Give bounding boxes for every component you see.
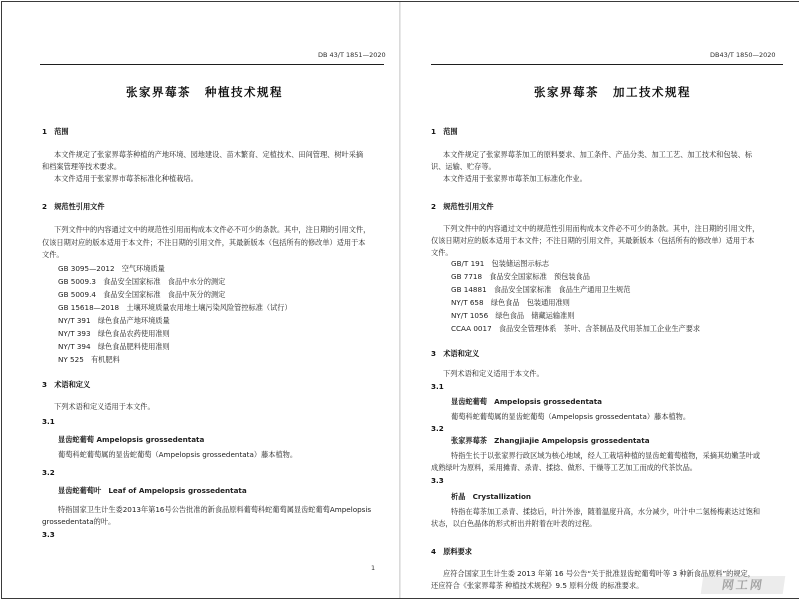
left-document-page bbox=[2, 2, 400, 598]
left-text-line: 显齿蛇葡萄 Ampelopsis grossedentata bbox=[58, 435, 205, 444]
left-text-line: GB 3095—2012 空气环境质量 bbox=[58, 264, 165, 273]
left-text-line: 本文件规定了张家界莓茶种植的产地环境、园地建设、苗木繁育、定植技术、田间管理、树叶采摘 bbox=[54, 150, 364, 159]
left-text-line: NY 525 有机肥料 bbox=[58, 355, 120, 364]
left-section-heading: 1 范围 bbox=[42, 127, 69, 136]
left-section-heading: 3.2 bbox=[42, 468, 55, 477]
left-text-line: 文件。 bbox=[42, 250, 64, 259]
right-document-page bbox=[401, 2, 799, 598]
left-text-line: grossedentata的叶。 bbox=[42, 517, 116, 526]
right-text-line: 成熟绿叶为原料，采用摊青、杀青、揉捻、做形、干燥等工艺加工而成的代茶饮品。 bbox=[431, 463, 697, 472]
left-text-line: NY/T 394 绿色食品肥料使用准则 bbox=[58, 342, 170, 351]
left-section-heading: 3 术语和定义 bbox=[42, 380, 91, 389]
left-document-title bbox=[126, 85, 283, 99]
right-text-line: 析晶 Crystallization bbox=[451, 492, 532, 501]
right-text-line: 特指在莓茶加工杀青、揉捻后，叶汁外渗，随着温度升高，水分减少，叶汁中二氢杨梅素达过饱和 bbox=[451, 507, 761, 516]
left-text-line: 和档案管理等技术要求。 bbox=[42, 162, 122, 171]
left-section-heading: 2 规范性引用文件 bbox=[42, 202, 105, 211]
right-text-line: 还应符合《张家界莓茶 种植技术规程》9.5 原料分级 的标准要求。 bbox=[431, 581, 644, 590]
right-text-line: 特指生长于以张家界行政区域为核心地域，经人工栽培种植的显齿蛇葡萄植物，采摘其幼嫩茎叶或 bbox=[451, 451, 761, 460]
right-text-line: 文件。 bbox=[431, 248, 453, 257]
right-text-line: GB 14881 食品安全国家标准 食品生产通用卫生规范 bbox=[451, 285, 631, 294]
left-text-line: NY/T 393 绿色食品农药使用准则 bbox=[58, 329, 170, 338]
right-section-heading: 4 原料要求 bbox=[431, 547, 472, 556]
left-page-number: 1 bbox=[371, 564, 376, 572]
right-text-line: 下列文件中的内容通过文中的规范性引用而构成本文件必不可少的条款。其中，注日期的引用文件， bbox=[443, 224, 760, 233]
right-text-line: GB 7718 食品安全国家标准 预包装食品 bbox=[451, 272, 590, 281]
right-header-rule bbox=[431, 64, 783, 65]
right-text-line: 状态，以白色晶体的形式析出并附着在叶表的过程。 bbox=[431, 519, 597, 528]
right-text-line: 张家界莓茶 Zhangjiajie Ampelopsis grossedentata bbox=[451, 436, 650, 445]
right-section-heading: 3 术语和定义 bbox=[431, 349, 480, 358]
left-header-rule bbox=[40, 64, 384, 65]
left-text-line: 下列文件中的内容通过文中的规范性引用而构成本文件必不可少的条款。其中，注日期的引用文件， bbox=[54, 225, 371, 234]
left-text-line: GB 5009.4 食品安全国家标准 食品中灰分的测定 bbox=[58, 290, 226, 299]
right-section-heading: 2 规范性引用文件 bbox=[431, 202, 494, 211]
right-section-heading: 1 范围 bbox=[431, 127, 458, 136]
left-section-heading: 3.3 bbox=[42, 530, 55, 539]
right-text-line: 应符合国家卫生计生委 2013 年第 16 号公告“关于批准显齿蛇葡萄叶等 3 种新食品原料”的规定， bbox=[443, 569, 755, 578]
right-section-heading: 3.3 bbox=[431, 476, 444, 485]
left-text-line: NY/T 391 绿色食品产地环境质量 bbox=[58, 316, 170, 325]
right-section-heading: 3.1 bbox=[431, 382, 444, 391]
left-title-main: 张家界莓茶 bbox=[126, 85, 191, 99]
right-text-line: 葡萄科蛇葡萄属的显齿蛇葡萄（Ampelopsis grossedentata）藤本植物。 bbox=[451, 412, 691, 421]
left-text-line: 本文件适用于张家界市莓茶标准化种植栽培。 bbox=[54, 174, 198, 183]
right-text-line: 仅该日期对应的版本适用于本文件；不注日期的引用文件，其最新版本（包括所有的修改单）适用于本 bbox=[431, 236, 755, 245]
left-text-line: GB 15618—2018 土壤环境质量农用地土壤污染风险管控标准（试行） bbox=[58, 303, 292, 312]
right-section-heading: 3.2 bbox=[431, 424, 444, 433]
right-text-line: 本文件适用于张家界市莓茶加工标准化作业。 bbox=[443, 174, 587, 183]
left-text-line: 仅该日期对应的版本适用于本文件；不注日期的引用文件，其最新版本（包括所有的修改单）适用于本 bbox=[42, 238, 366, 247]
left-text-line: 葡萄科蛇葡萄属的显齿蛇葡萄（Ampelopsis grossedentata）藤本植物。 bbox=[58, 450, 298, 459]
left-standard-code: DB 43/T 1851—2020 bbox=[318, 51, 386, 59]
left-text-line: GB 5009.3 食品安全国家标准 食品中水分的测定 bbox=[58, 277, 226, 286]
right-standard-code: DB43/T 1850—2020 bbox=[710, 51, 776, 59]
right-title-sub: 加工技术规程 bbox=[613, 85, 691, 99]
watermark-logo: 网工网 bbox=[701, 576, 786, 594]
left-text-line: 下列术语和定义适用于本文件。 bbox=[54, 402, 155, 411]
left-text-line: 显齿蛇葡萄叶 Leaf of Ampelopsis grossedentata bbox=[58, 486, 247, 495]
right-document-title bbox=[534, 85, 691, 99]
left-title-sub: 种植技术规程 bbox=[205, 85, 283, 99]
right-text-line: 下列术语和定义适用于本文件。 bbox=[443, 369, 544, 378]
right-text-line: NY/T 1056 绿色食品 储藏运输准则 bbox=[451, 311, 575, 320]
left-text-line: 特指国家卫生计生委2013年第16号公告批准的新食品原料葡萄科蛇葡萄属显齿蛇葡萄Ampelopsis bbox=[58, 505, 372, 514]
right-text-line: NY/T 658 绿色食品 包装通用准则 bbox=[451, 298, 570, 307]
right-text-line: 识、运输、贮存等。 bbox=[431, 162, 496, 171]
right-text-line: GB/T 191 包装储运图示标志 bbox=[451, 259, 550, 268]
left-section-heading: 3.1 bbox=[42, 417, 55, 426]
right-title-main: 张家界莓茶 bbox=[534, 85, 599, 99]
right-text-line: CCAA 0017 食品安全管理体系 茶叶、含茶制品及代用茶加工企业生产要求 bbox=[451, 324, 701, 333]
right-text-line: 本文件规定了张家界莓茶加工的原料要求、加工条件、产品分类、加工工艺、加工技术和包装、标 bbox=[443, 150, 753, 159]
right-text-line: 显齿蛇葡萄 Ampelopsis grossedentata bbox=[451, 397, 603, 406]
